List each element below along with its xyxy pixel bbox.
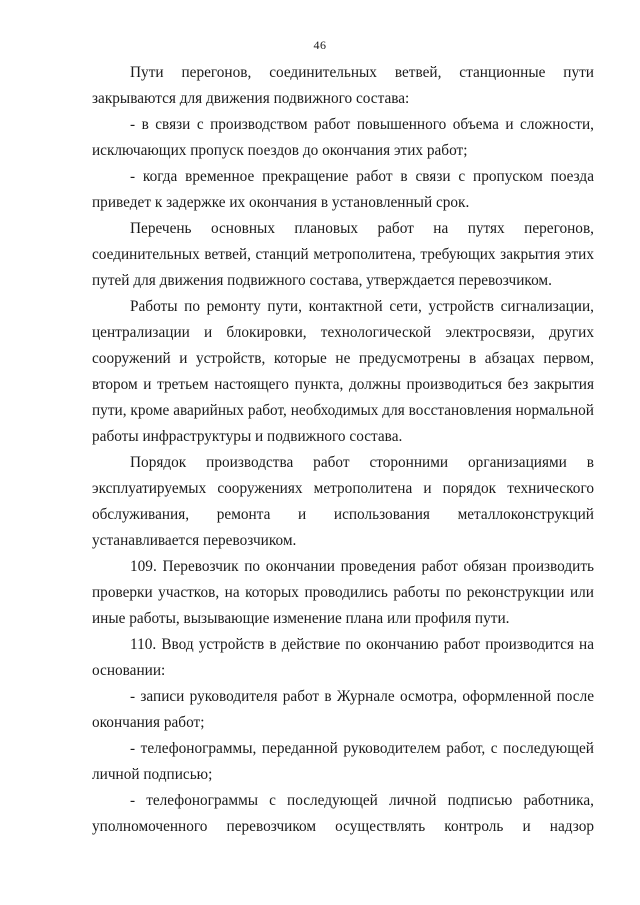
paragraph: Порядок производства работ сторонними организациями в эксплуатируемых сооружениях метрополитена и порядок технического обслуживания, ремонта и использования металлоконструкций устанавливается перевозчиком. bbox=[92, 454, 594, 549]
paragraph: - в связи с производством работ повышенного объема и сложности, исключающих пропуск поездов до окончания этих работ; bbox=[92, 116, 594, 159]
paragraph: - телефонограммы, переданной руководителем работ, с последующей личной подписью; bbox=[92, 740, 594, 783]
paragraph: Перечень основных плановых работ на путях перегонов, соединительных ветвей, станций метрополитена, требующих закрытия этих путей для движения подвижного состава, утверждается перевозчиком. bbox=[92, 220, 594, 289]
paragraph: 109. Перевозчик по окончании проведения работ обязан производить проверки участков, на которых проводились работы по реконструкции или иные работы, вызывающие изменение плана или профиля пути. bbox=[92, 558, 594, 627]
page-number: 46 bbox=[313, 38, 327, 52]
paragraph: Работы по ремонту пути, контактной сети, устройств сигнализации, централизации и блокировки, технологической электросвязи, других сооружений и устройств, которые не предусмотрены в абзацах первом, втором и третьем настоящего пункта, должны производиться без закрытия пути, кроме аварийных работ, необходимых для восстановления нормальной работы инфраструктуры и подвижного состава. bbox=[92, 298, 594, 445]
paragraph: - когда временное прекращение работ в связи с пропуском поезда приведет к задержке их окончания в установленный срок. bbox=[92, 168, 594, 211]
paragraph: - телефонограммы с последующей личной подписью работника, уполномоченного перевозчиком осуществлять контроль и надзор bbox=[92, 792, 594, 835]
document-body bbox=[92, 60, 594, 840]
paragraph: 110. Ввод устройств в действие по окончанию работ производится на основании: bbox=[92, 636, 594, 679]
paragraph: - записи руководителя работ в Журнале осмотра, оформленной после окончания работ; bbox=[92, 688, 594, 731]
paragraph: Пути перегонов, соединительных ветвей, станционные пути закрываются для движения подвижного состава: bbox=[92, 64, 594, 107]
